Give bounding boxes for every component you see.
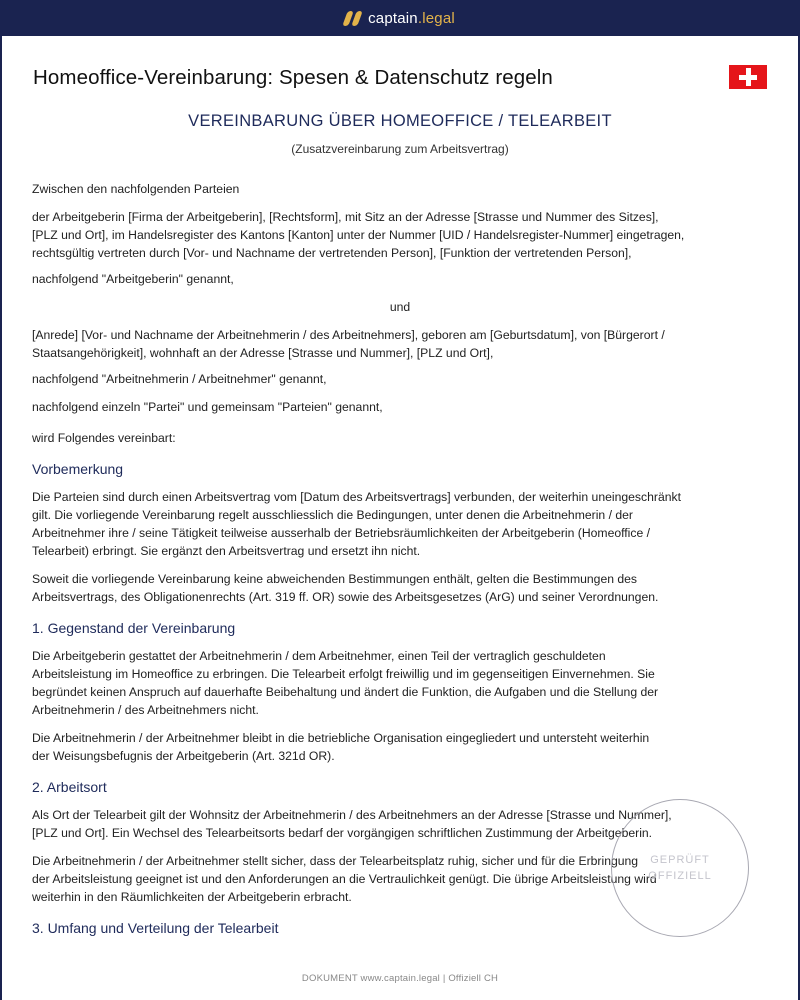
employer-designation: nachfolgend "Arbeitgeberin" genannt, xyxy=(32,272,234,286)
s1-p1-line-4: Arbeitnehmerin / des Arbeitnehmers nicht. xyxy=(32,703,259,717)
preamble-p1-line-3: Arbeitnehmer ihre / seine Tätigkeit teilweise ausserhalb der Betriebsräumlichkeiten der Arbeitgeberin (Homeoffice / xyxy=(32,526,651,540)
s2-p1-line-2: [PLZ und Ort]. Ein Wechsel des Telearbeitsorts bedarf der vorgängigen schriftlichen Zustimmung der Arbeitgeberin. xyxy=(32,826,653,840)
official-stamp xyxy=(611,799,749,937)
footer-text: DOKUMENT www.captain.legal | Offiziell CH xyxy=(301,973,499,984)
section-title-2: 2. Arbeitsort xyxy=(32,779,107,795)
preamble-p1-line-2: gilt. Die vorliegende Vereinbarung regelt ausschliesslich die Bedingungen, unter denen die Arbeitnehmerin / der xyxy=(32,508,633,522)
brand-name[interactable] xyxy=(368,10,455,27)
agreement-lead: wird Folgendes vereinbart: xyxy=(32,431,176,445)
stamp-line-2: OFFIZIELL xyxy=(648,870,712,882)
preamble-p1-line-1: Die Parteien sind durch einen Arbeitsvertrag vom [Datum des Arbeitsvertrags] verbunden, der weiterhin uneingeschränkt xyxy=(32,490,681,504)
s1-p2-line-2: der Weisungsbefugnis der Arbeitgeberin (Art. 321d OR). xyxy=(32,749,335,763)
preamble-p1-line-4: Telearbeit) erbringt. Sie ergänzt den Arbeitsvertrag und ersetzt ihn nicht. xyxy=(32,544,421,558)
brand-word: captain xyxy=(368,9,418,27)
s2-p2-line-1: Die Arbeitnehmerin / der Arbeitnehmer stellt sicher, dass der Telearbeitsplatz ruhig, sicher und für die Erbringung xyxy=(32,854,639,868)
brand-tld: .legal xyxy=(417,9,455,27)
page-title: Homeoffice-Vereinbarung: Spesen & Datenschutz regeln xyxy=(33,66,553,89)
and-separator: und xyxy=(389,300,411,314)
preamble-p2-line-1: Soweit die vorliegende Vereinbarung keine abweichenden Bestimmungen enthält, gelten die Bestimmungen des xyxy=(32,572,638,586)
section-title-preamble: Vorbemerkung xyxy=(32,461,124,477)
swiss-flag-icon xyxy=(729,65,767,89)
document-subheading: (Zusatzvereinbarung zum Arbeitsvertrag) xyxy=(291,142,509,156)
employer-line-2: [PLZ und Ort], im Handelsregister des Kantons [Kanton] unter der Nummer [UID / Handelsregister-Nummer] eingetragen, xyxy=(32,228,685,242)
intro-text: Zwischen den nachfolgenden Parteien xyxy=(32,182,240,196)
s1-p1-line-3: begründet keinen Anspruch auf dauerhafte Beibehaltung und ändert die Funktion, die Aufgaben und die Stellung der xyxy=(32,685,659,699)
s2-p1-line-1: Als Ort der Telearbeit gilt der Wohnsitz der Arbeitnehmerin / des Arbeitnehmers an der Adresse [Strasse und Nummer], xyxy=(32,808,672,822)
captain-logo-icon[interactable] xyxy=(345,11,360,26)
section-title-3: 3. Umfang und Verteilung der Telearbeit xyxy=(32,920,279,936)
employer-line-3: rechtsgültig vertreten durch [Vor- und Nachname der vertretenden Person], [Funktion der vertretenden Person], xyxy=(32,246,632,260)
s1-p1-line-2: Arbeitsleistung im Homeoffice zu erbringen. Die Telearbeit erfolgt freiwillig und im gegenseitigen Einvernehmen. Sie xyxy=(32,667,655,681)
s1-p2-line-1: Die Arbeitnehmerin / der Arbeitnehmer bleibt in die betriebliche Organisation eingegliedert und untersteht weiterhin xyxy=(32,731,650,745)
employee-line-2: Staatsangehörigkeit], wohnhaft an der Adresse [Strasse und Nummer], [PLZ und Ort], xyxy=(32,346,494,360)
employer-line-1: der Arbeitgeberin [Firma der Arbeitgeberin], [Rechtsform], mit Sitz an der Adresse [Strasse und Nummer des Sitzes], xyxy=(32,210,659,224)
section-title-1: 1. Gegenstand der Vereinbarung xyxy=(32,620,236,636)
top-bar xyxy=(0,0,800,36)
employee-line-1: [Anrede] [Vor- und Nachname der Arbeitnehmerin / des Arbeitnehmers], geboren am [Geburtsdatum], von [Bürgerort / xyxy=(32,328,665,342)
s2-p2-line-2: der Arbeitsleistung geeignet ist und den Anforderungen an die Vertraulichkeit genügt. Die übrige Arbeitsleistung wird xyxy=(32,872,657,886)
employee-designation: nachfolgend "Arbeitnehmerin / Arbeitnehmer" genannt, xyxy=(32,372,327,386)
preamble-p2-line-2: Arbeitsvertrags, des Obligationenrechts (Art. 319 ff. OR) sowie des Arbeitsgesetzes (ArG) und seiner Verordnungen. xyxy=(32,590,659,604)
document-page xyxy=(2,36,798,1000)
s2-p2-line-3: weiterhin in den Räumlichkeiten der Arbeitgeberin erbracht. xyxy=(32,890,352,904)
document-heading: VEREINBARUNG ÜBER HOMEOFFICE / TELEARBEIT xyxy=(188,112,612,130)
s1-p1-line-1: Die Arbeitgeberin gestattet der Arbeitnehmerin / dem Arbeitnehmer, einen Teil der vertraglich geschuldeten xyxy=(32,649,606,663)
stamp-line-1: GEPRÜFT xyxy=(650,854,710,866)
parties-designation: nachfolgend einzeln "Partei" und gemeinsam "Parteien" genannt, xyxy=(32,400,383,414)
